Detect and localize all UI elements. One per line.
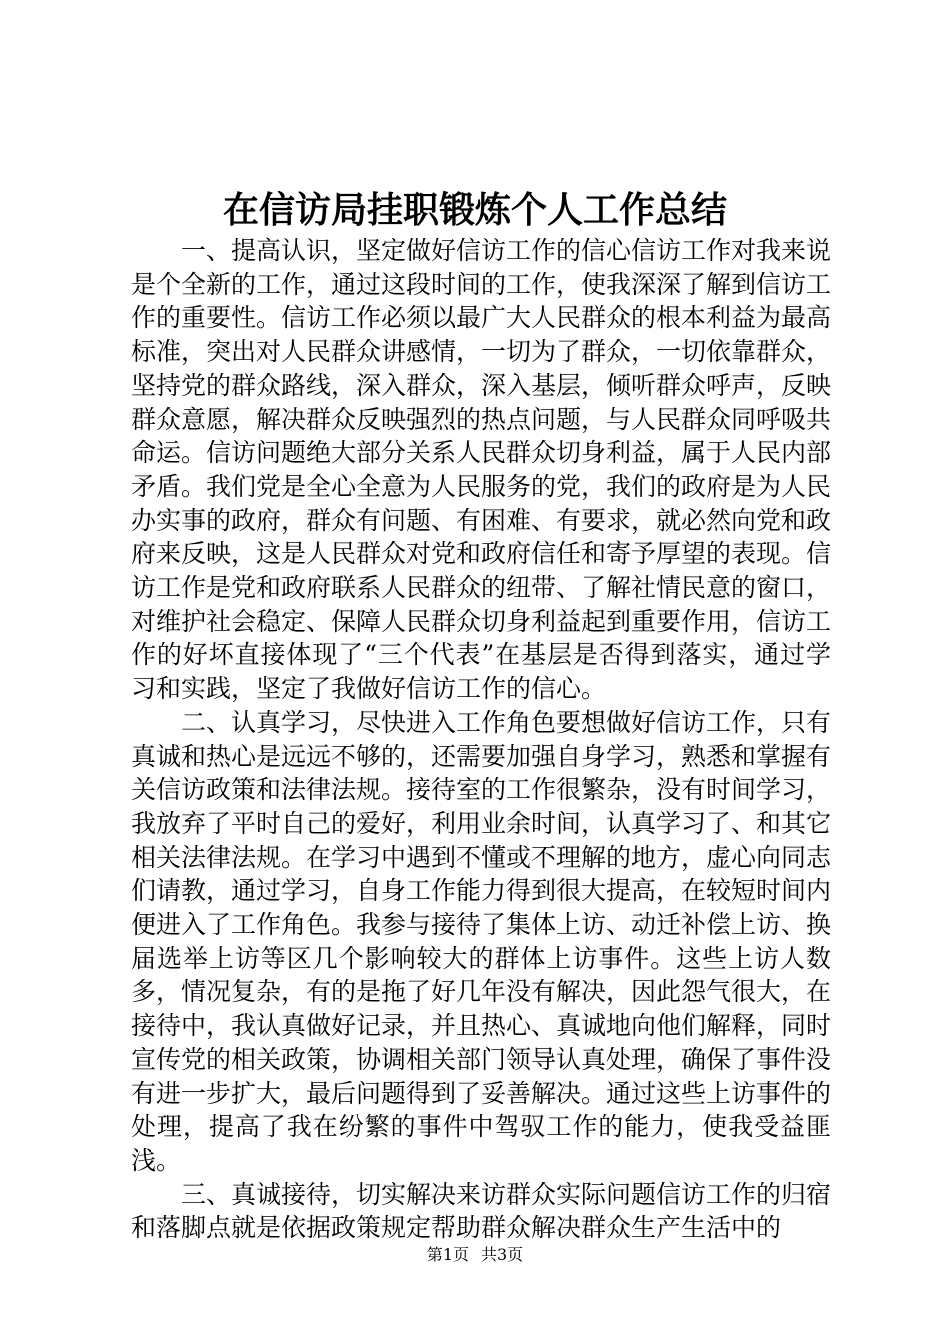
page-total: 共3页 bbox=[481, 1245, 524, 1264]
paragraph-2: 二、认真学习，尽快进入工作角色要想做好信访工作，只有真诚和热心是远远不够的，还需要加强自身学习，熟悉和掌握有关信访政策和法律法规。接待室的工作很繁杂，没有时间学习，我放弃了平时自己的爱好，利用业余时间，认真学习了、和其它相关法律法规。在学习中遇到不懂或不理解的地方，虚心向同志们请教，通过学习，自身工作能力得到很大提高，在较短时间内便进入了工作角色。我参与接待了集体上访、动迁补偿上访、换届选举上访等区几个影响较大的群体上访事件。这些上访人数多，情况复杂，有的是拖了好几年没有解决，因此怨气很大，在接待中，我认真做好记录，并且热心、真诚地向他们解释，同时宣传党的相关政策，协调相关部门领导认真处理，确保了事件没有进一步扩大，最后问题得到了妥善解决。通过这些上访事件的处理，提高了我在纷繁的事件中驾驭工作的能力，使我受益匪浅。 bbox=[131, 707, 832, 1175]
paragraph-3: 三、真诚接待，切实解决来访群众实际问题信访工作的归宿和落脚点就是依据政策规定帮助群众解决群众生产生活中的 bbox=[131, 1179, 832, 1243]
document-title: 在信访局挂职锻炼个人工作总结 bbox=[222, 189, 727, 231]
paragraph-1: 一、提高认识，坚定做好信访工作的信心信访工作对我来说是个全新的工作，通过这段时间的工作，使我深深了解到信访工作的重要性。信访工作必须以最广大人民群众的根本利益为最高标准，突出对人民群众讲感情，一切为了群众，一切依靠群众，坚持党的群众路线，深入群众，深入基层，倾听群众呼声，反映群众意愿，解决群众反映强烈的热点问题，与人民群众同呼吸共命运。信访问题绝大部分关系人民群众切身利益，属于人民内部矛盾。我们党是全心全意为人民服务的党，我们的政府是为人民办实事的政府，群众有问题、有困难、有要求，就必然向党和政府来反映，这是人民群众对党和政府信任和寄予厚望的表现。信访工作是党和政府联系人民群众的纽带、了解社情民意的窗口，对维护社会稳定、保障人民群众切身利益起到重要作用，信访工作的好坏直接体现了“三个代表”在基层是否得到落实，通过学习和实践，坚定了我做好信访工作的信心。 bbox=[131, 236, 832, 704]
page-number: 第1页 bbox=[426, 1245, 469, 1264]
page-footer bbox=[0, 1244, 950, 1266]
document-body bbox=[131, 234, 831, 1245]
